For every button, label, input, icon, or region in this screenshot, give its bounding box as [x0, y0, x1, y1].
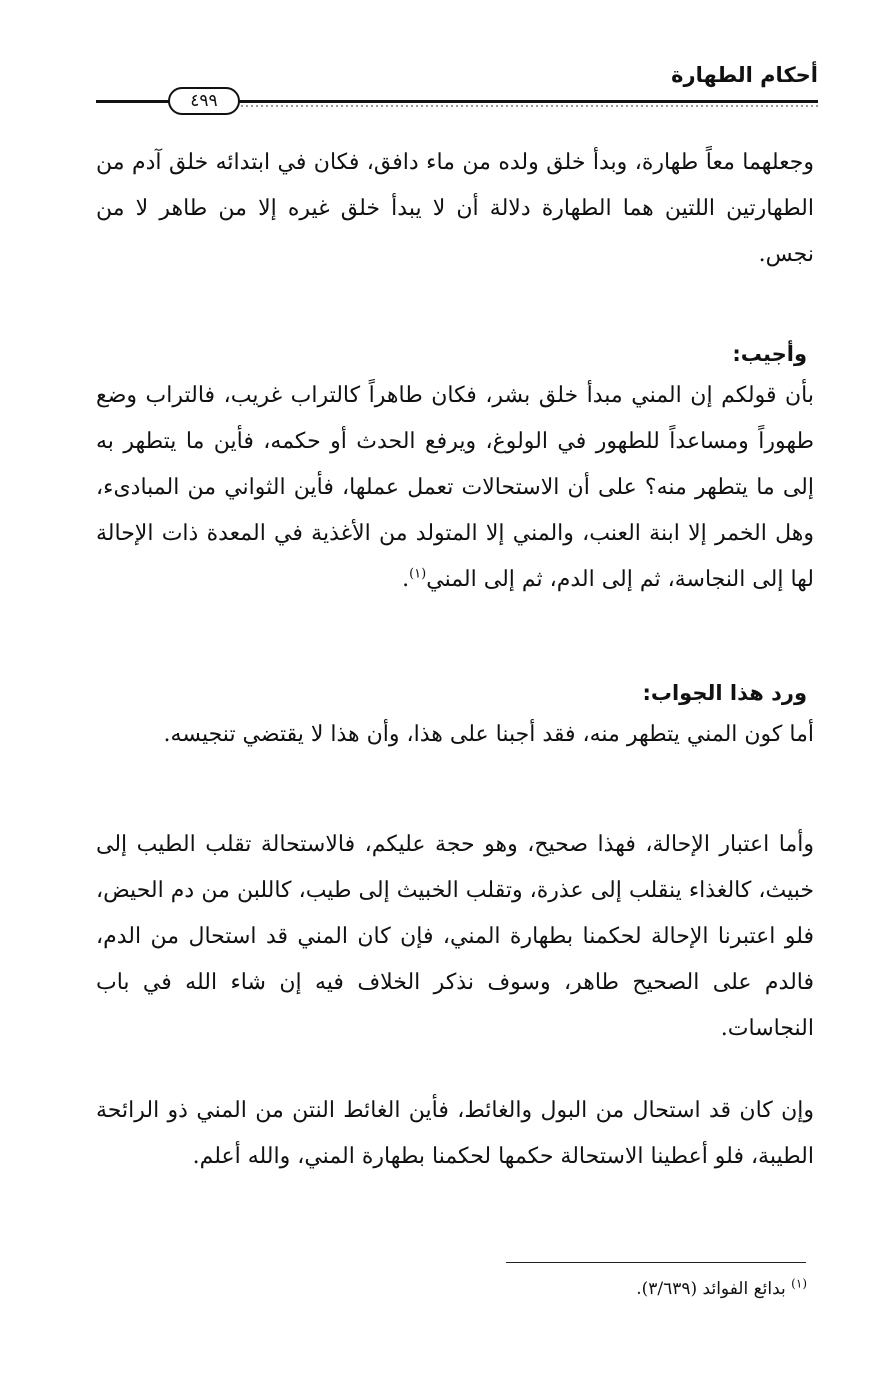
paragraph-2-text: بأن قولكم إن المني مبدأ خلق بشر، فكان طاهراً كالتراب غريب، فالتراب وضع طهوراً ومساعداً للطهور في الولوغ، ويرفع الحدث أو حكمه، فأين ما يتطهر به إلى ما يتطهر منه؟ على أن الاستحالات تعمل عملها، فأين الثواني من المبادىء، وهل الخمر إلا ابنة العنب، والمني إلا المتولد من الأغذية في المعدة ذات الإحالة لها إلى النجاسة، ثم إلى الدم، ثم إلى المني [96, 383, 814, 592]
footnote-text: بدائع الفوائد (٣/٦٣٩). [636, 1279, 786, 1299]
heading-rebuttal: ورد هذا الجواب: [642, 681, 807, 705]
footnote-mark: (١) [791, 1276, 807, 1291]
footnote-separator [506, 1262, 806, 1263]
paragraph-1: وجعلهما معاً طهارة، وبدأ خلق ولده من ماء دافق، فكان في ابتدائه خلق آدم من الطهارتين اللتين هما الطهارة دلالة أن لا يبدأ خلق غيره إلا من طاهر لا من نجس. [96, 150, 814, 267]
paragraph-2-end: . [402, 567, 410, 592]
footnote-reference: (١) [409, 566, 427, 582]
paragraph-2 [96, 373, 814, 603]
page-header [96, 56, 818, 116]
running-title: أحكام الطهارة [671, 63, 818, 87]
paragraph-4: وأما اعتبار الإحالة، فهذا صحيح، وهو حجة عليكم، فالاستحالة تقلب الطيب إلى خبيث، كالغذاء ينقلب إلى عذرة، وتقلب الخبيث إلى طيب، كاللبن من دم الحيض، فلو اعتبرنا الإحالة لحكمنا بطهارة المني، فإن كان المني قد استحال من الدم، فالدم على الصحيح طاهر، وسوف نذكر الخلاف فيه إن شاء الله في باب النجاسات. [96, 832, 814, 1041]
heading-answer: وأجيب: [732, 342, 807, 366]
paragraph-3: أما كون المني يتطهر منه، فقد أجبنا على هذا، وأن هذا لا يقتضي تنجيسه. [163, 722, 814, 747]
page-number: ٤٩٩ [168, 87, 240, 115]
footnote [636, 1276, 807, 1302]
header-rule-shading [236, 105, 818, 107]
paragraph-5: وإن كان قد استحال من البول والغائط، فأين الغائط النتن من المني ذو الرائحة الطيبة، فلو أعطينا الاستحالة حكمها لحكمنا بطهارة المني، والله أعلم. [96, 1098, 814, 1169]
